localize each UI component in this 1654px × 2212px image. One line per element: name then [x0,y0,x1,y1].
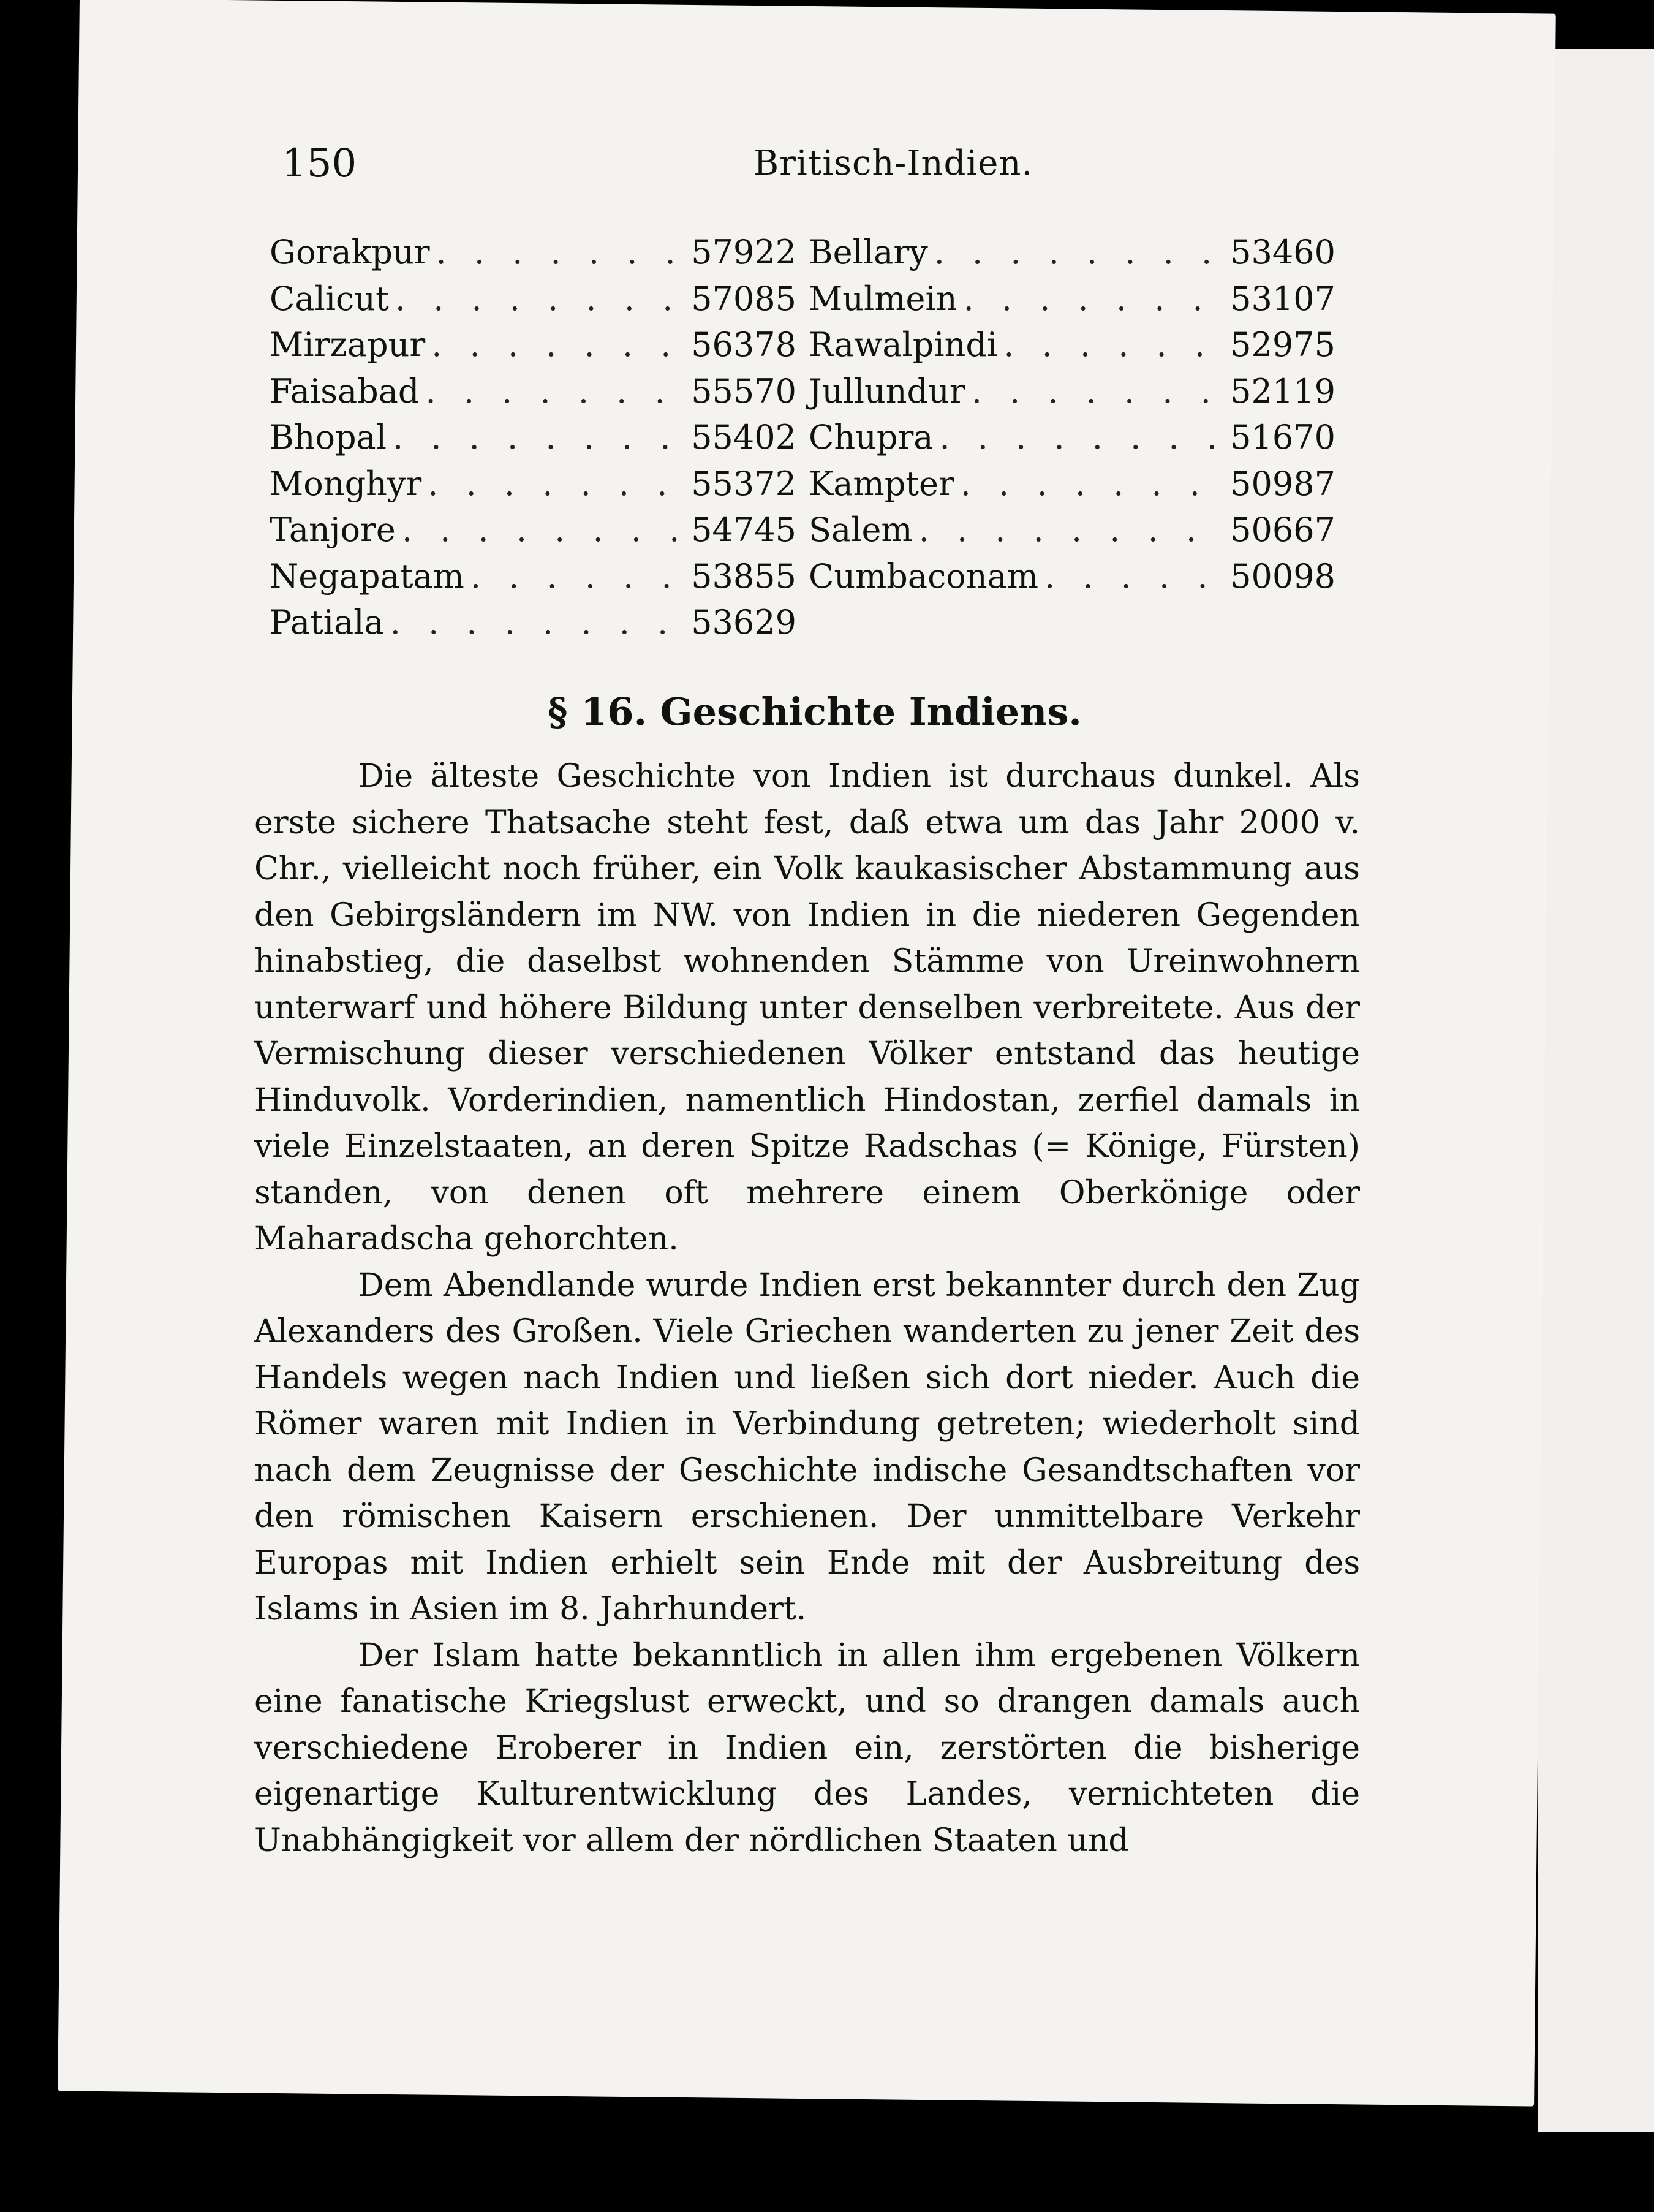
dot-leader [402,510,685,549]
table-row [809,233,1335,279]
city-name: Kampter [809,464,954,503]
city-name: Calicut [270,279,389,318]
city-name: Mirzapur [270,325,426,364]
table-row [809,325,1335,372]
page-number: 150 [282,141,357,186]
dot-leader [1044,557,1224,596]
population-value: 52975 [1230,325,1335,364]
population-value: 55570 [691,371,796,411]
city-name: Mulmein [809,279,957,318]
dot-leader [431,325,685,364]
city-name: Negapatam [270,556,464,596]
population-value: 53855 [691,556,796,596]
city-name: Salem [809,510,913,549]
population-value: 50098 [1230,556,1335,596]
dot-leader [961,464,1224,503]
city-name: Rawalpindi [809,325,998,364]
dot-leader [393,418,685,456]
section-heading: § 16. Geschichte Indiens. [548,689,1082,734]
dot-leader [934,233,1225,271]
dot-leader [939,418,1224,456]
city-name: Patiala [270,603,384,642]
table-row [270,233,796,279]
population-value: 53460 [1230,233,1335,271]
population-column-right [809,233,1335,603]
table-row [809,279,1335,326]
population-value: 53629 [691,603,796,642]
dot-leader [436,233,685,271]
city-name: Chupra [809,418,934,456]
table-row [270,603,796,650]
population-value: 55402 [691,418,796,456]
dot-leader [964,279,1225,318]
city-name: Cumbaconam [809,556,1038,596]
section-body [254,754,1360,1864]
table-row [270,464,796,511]
city-name: Bhopal [270,418,387,456]
table-row [270,557,796,604]
table-row [809,372,1335,419]
table-row [809,464,1335,511]
city-name: Bellary [809,233,928,271]
population-value: 57085 [691,279,796,318]
page-header [282,141,1354,190]
population-value: 57922 [691,233,796,271]
table-row [270,325,796,372]
population-value: 50987 [1230,464,1335,503]
table-row [270,372,796,419]
population-column-left [270,233,796,650]
table-row [270,510,796,557]
paragraph: Die älteste Geschichte von Indien ist durchaus dunkel. Als erste sichere Thatsache steht fest, daß etwa um das Jahr 2000 v. Chr., vielleicht noch früher, ein Volk kaukasischer Abstammung aus den Gebirgsländern im NW. von Indien in die niederen Gegenden hinabstieg, die daselbst wohnenden Stämme von Ureinwohnern unterwarf und höhere Bildung unter denselben verbreitete. Aus der Vermischung dieser verschiedenen Völker entstand das heutige Hinduvolk. Vorderindien, namentlich Hindostan, zerfiel damals in viele Einzelstaaten, an deren Spitze Radschas (= Könige, Fürsten) standen, von denen oft mehrere einem Oberkönige oder Maharadscha gehorchten. [254,758,1360,1257]
population-value: 50667 [1230,510,1335,549]
population-value: 54745 [691,510,796,549]
dot-leader [426,372,685,411]
table-row [270,279,796,326]
table-row [809,510,1335,557]
city-name: Gorakpur [270,233,430,271]
running-title: Britisch-Indien. [753,143,1033,183]
table-row [270,418,796,464]
dot-leader [919,510,1225,549]
city-name: Faisabad [270,371,420,411]
dot-leader [470,557,685,596]
population-value: 52119 [1230,371,1335,411]
table-row [809,557,1335,604]
population-value: 51670 [1230,418,1335,456]
paragraph: Dem Abendlande wurde Indien erst bekannter durch den Zug Alexanders des Großen. Viele Griechen wanderten zu jener Zeit des Handels wegen nach Indien und ließen sich dort nieder. Auch die Römer waren mit Indien in Verbindung getreten; wiederholt sind nach dem Zeugnisse der Geschichte indische Gesandtschaften vor den römischen Kaisern erschienen. Der unmittelbare Verkehr Europas mit Indien erhielt sein Ende mit der Ausbreitung des Islams in Asien im 8. Jahrhundert. [254,1267,1360,1627]
city-name: Jullundur [809,371,965,411]
facing-page-edge [1538,49,1654,2132]
paragraph: Der Islam hatte bekanntlich in allen ihm ergebenen Völkern eine fanatische Kriegslust erweckt, und so drangen damals auch verschiedene Eroberer in Indien ein, zerstörten die bisherige eigenartige Kulturentwicklung des Landes, vernichteten die Unabhängigkeit vor allem der nördlichen Staaten und [254,1637,1360,1859]
city-name: Tanjore [270,510,396,549]
dot-leader [1003,325,1224,364]
population-value: 56378 [691,325,796,364]
dot-leader [972,372,1225,411]
dot-leader [390,603,685,642]
dot-leader [428,464,685,503]
population-value: 53107 [1230,279,1335,318]
city-name: Monghyr [270,464,422,503]
dot-leader [395,279,685,318]
population-value: 55372 [691,464,796,503]
table-row [809,418,1335,464]
